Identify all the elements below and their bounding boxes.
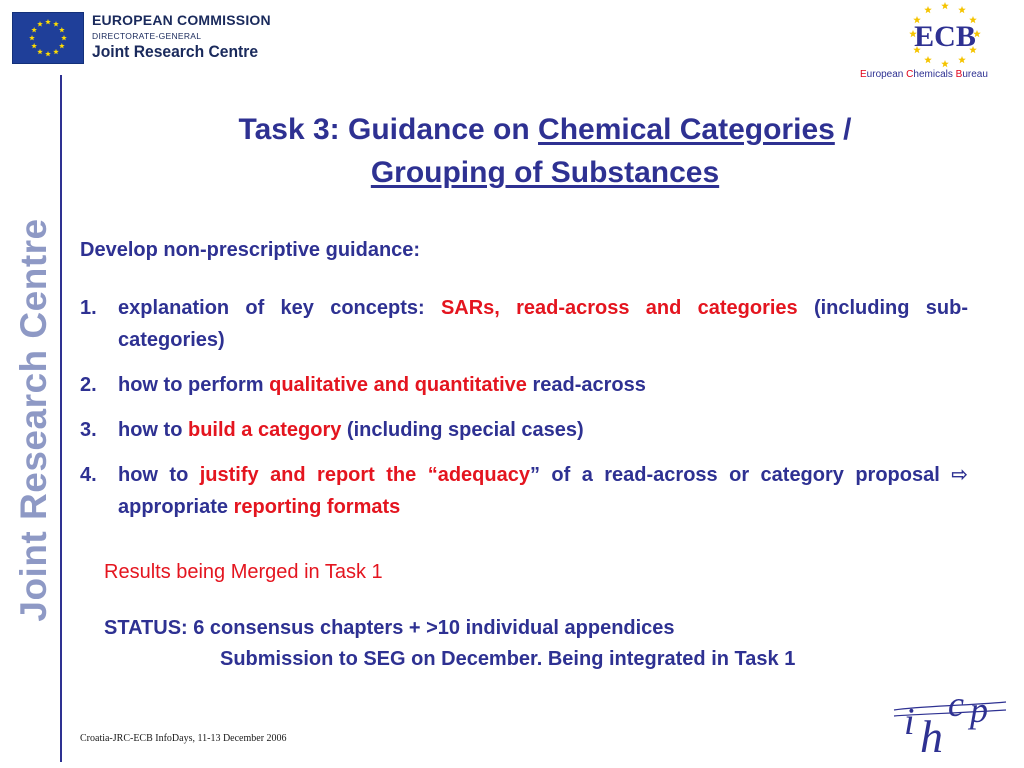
item-number: 2. (80, 374, 97, 396)
guidance-item-4 (80, 459, 968, 523)
eu-star (59, 43, 65, 48)
eu-stars-icon (13, 13, 83, 63)
guidance-list (80, 292, 968, 536)
item-text-segment: ” of a read-across or category proposal (529, 464, 952, 486)
item-text-segment: (including special cases) (341, 419, 584, 441)
eu-commission-logo-text (92, 12, 272, 62)
ecb-caption-uropean: uropean (866, 69, 907, 80)
guidance-item-1 (80, 292, 968, 356)
ecb-star (958, 56, 966, 63)
highlighted-text: qualitative and quantitative (269, 374, 527, 396)
eu-star (37, 21, 43, 26)
eu-star (45, 19, 51, 24)
item-text-segment: how to (118, 419, 188, 441)
title-link-chemical-categories[interactable]: Chemical Categories (538, 113, 835, 146)
item-text-segment: appropriate (118, 496, 234, 518)
eu-star (29, 35, 35, 40)
subheading: Develop non-prescriptive guidance: (80, 239, 421, 261)
ihcp-logo (890, 680, 1010, 760)
ecb-caption (860, 69, 988, 80)
item-text (118, 459, 968, 523)
title-link-grouping[interactable]: Grouping of Substances (370, 156, 720, 189)
side-divider (60, 75, 62, 762)
ecb-star (958, 6, 966, 13)
sidebar-label: Joint Research Centre (13, 218, 54, 622)
status-line-1: STATUS: 6 consensus chapters + >10 individual appendices (104, 617, 675, 639)
status-line-2: Submission to SEG on December. Being integrated in Task 1 (220, 648, 796, 670)
ihcp-letter-i: i (904, 701, 915, 743)
merged-note: Results being Merged in Task 1 (104, 561, 383, 583)
eu-star (31, 27, 37, 32)
eu-star (37, 49, 43, 54)
item-text-segment: (including sub-categories) (118, 297, 968, 351)
ecb-star (941, 60, 949, 67)
eu-star (45, 51, 51, 56)
ecb-caption-ureau: ureau (962, 69, 988, 80)
ecb-logo (895, 0, 995, 68)
title-prefix: Task 3: Guidance on (238, 113, 539, 146)
slide-title (80, 108, 1010, 194)
eu-line-commission: EUROPEAN COMMISSION (92, 12, 271, 28)
highlighted-text: reporting formats (233, 496, 401, 518)
item-text-segment: how to (118, 464, 200, 486)
eu-line-jrc: Joint Research Centre (92, 42, 259, 61)
ecb-caption-b: B (955, 69, 963, 80)
eu-star (53, 21, 59, 26)
ecb-caption-hemicals: hemicals (913, 69, 956, 80)
eu-star (31, 43, 37, 48)
eu-star (61, 35, 67, 40)
item-number: 1. (80, 297, 97, 319)
eu-star (59, 27, 65, 32)
arrow-right-icon: ⇨ (951, 464, 968, 486)
ihcp-letter-h: h (920, 711, 943, 760)
item-number: 3. (80, 419, 97, 441)
highlighted-text: SARs, read-across and categories (440, 297, 798, 319)
eu-flag-logo (12, 12, 84, 64)
ecb-caption-e: E (860, 69, 867, 80)
item-text (118, 414, 968, 446)
guidance-item-3 (80, 414, 968, 446)
item-text-segment: read-across (526, 374, 646, 396)
eu-star (53, 49, 59, 54)
ecb-star (924, 56, 932, 63)
eu-line-dg: DIRECTORATE-GENERAL (92, 31, 202, 41)
ihcp-letter-p: p (970, 690, 988, 730)
item-text-segment: how to perform (118, 374, 270, 396)
ecb-star (941, 2, 949, 9)
footer-text: Croatia-JRC-ECB InfoDays, 11-13 December 2006 (80, 733, 287, 744)
item-text-segment: explanation of key concepts: (118, 297, 441, 319)
item-number: 4. (80, 464, 97, 486)
ecb-caption-c: C (906, 69, 914, 80)
guidance-item-2 (80, 369, 968, 401)
ihcp-letter-c: c (948, 684, 964, 724)
title-separator: / (834, 113, 852, 146)
highlighted-text: justify and report the “adequacy (199, 464, 530, 486)
item-text (118, 292, 968, 356)
ecb-star (924, 6, 932, 13)
item-text (118, 369, 968, 401)
highlighted-text: build a category (187, 419, 342, 441)
ecb-logo-text: ECB (914, 20, 976, 53)
